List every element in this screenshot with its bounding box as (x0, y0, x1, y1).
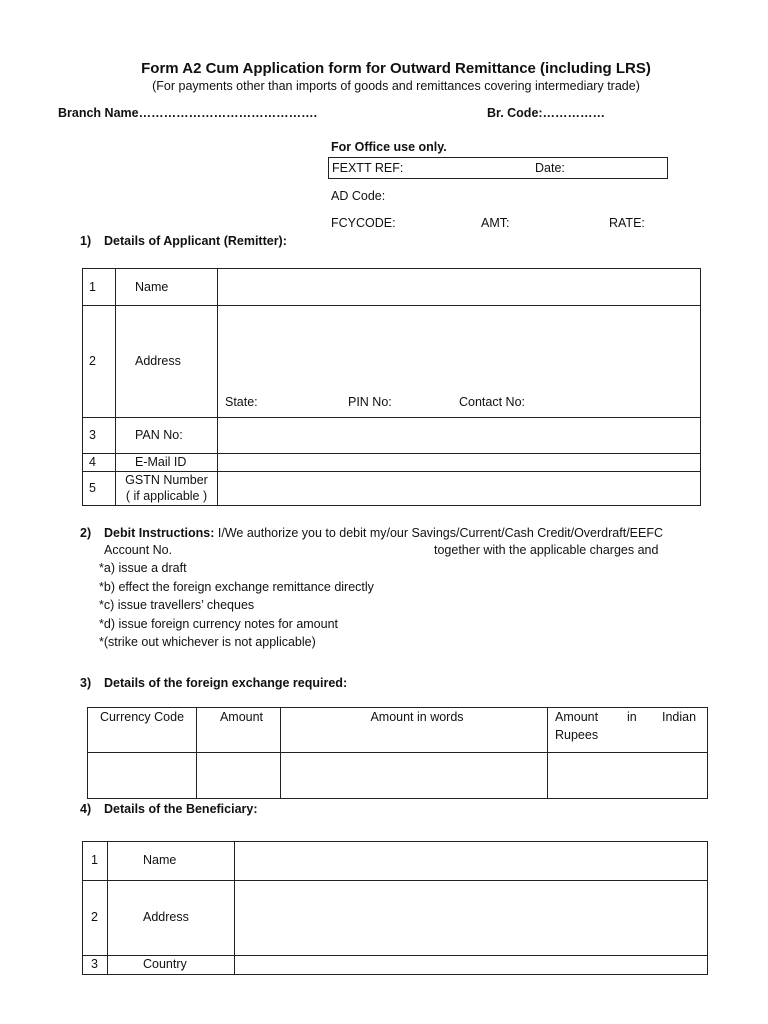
applicant-row3-no-cell (82, 417, 116, 454)
beneficiary-name-input[interactable] (234, 841, 708, 881)
office-use-heading: For Office use only. (331, 140, 447, 154)
fcycode-label: FCYCODE: (331, 216, 396, 230)
option-a[interactable]: *a) issue a draft (99, 561, 187, 575)
section1-number: 1) (80, 234, 92, 248)
section2-number: 2) (80, 526, 92, 540)
section2-title: Debit Instructions: (104, 526, 215, 540)
ad-code-label: AD Code: (331, 189, 386, 203)
applicant-row5-no: 5 (89, 481, 96, 495)
inr-amount-input[interactable] (547, 752, 708, 799)
applicant-row1-no-cell (82, 268, 116, 306)
option-c[interactable]: *c) issue travellers’ cheques (99, 598, 255, 612)
beneficiary-row3-no: 3 (91, 957, 98, 971)
beneficiary-row3-label: Country (143, 957, 187, 971)
section1-heading (80, 234, 287, 248)
applicant-row1-label: Name (135, 280, 169, 294)
applicant-row4-no: 4 (89, 455, 96, 469)
applicant-row2-no: 2 (89, 354, 96, 368)
form-title: Form A2 Cum Application form for Outward Remittance (including LRS) (141, 60, 651, 77)
beneficiary-row2-no: 2 (91, 910, 98, 924)
branch-code-field[interactable]: Br. Code:…………… (487, 106, 606, 120)
section2-text1: I/We authorize you to debit my/our Savings/Current/Cash Credit/Overdraft/EEFC (217, 526, 663, 540)
applicant-row2-no-cell (82, 305, 116, 418)
office-date-label: Date: (535, 161, 565, 175)
contact-label: Contact No: (459, 395, 526, 409)
applicant-pan-input[interactable] (217, 417, 701, 454)
applicant-row4-no-cell (82, 453, 116, 472)
amount-words-header: Amount in words (370, 710, 464, 724)
strike-note: *(strike out whichever is not applicable) (99, 635, 316, 649)
section3-heading (80, 676, 347, 690)
currency-code-header: Currency Code (99, 710, 185, 724)
inr-header-indian: Indian (662, 710, 697, 724)
section4-number: 4) (80, 802, 92, 816)
option-d[interactable]: *d) issue foreign currency notes for amount (99, 617, 339, 631)
section3-title: Details of the foreign exchange required: (104, 676, 348, 690)
branch-name-field[interactable]: Branch Name……………………………………. (58, 106, 318, 120)
option-b[interactable]: *b) effect the foreign exchange remittance directly (99, 580, 374, 594)
fextt-ref-label: FEXTT REF: (332, 161, 404, 175)
section4-title: Details of the Beneficiary: (104, 802, 258, 816)
state-label: State: (225, 395, 258, 409)
beneficiary-row1-no: 1 (91, 853, 98, 867)
amount-words-input[interactable] (280, 752, 548, 799)
applicant-name-input[interactable] (217, 268, 701, 306)
amt-label: AMT: (481, 216, 510, 230)
inr-header-in: in (627, 710, 637, 724)
beneficiary-country-input[interactable] (234, 955, 708, 975)
account-no-label: Account No. (104, 543, 173, 557)
applicant-row5-label2: ( if applicable ) (125, 489, 208, 503)
applicant-row1-no: 1 (89, 280, 96, 294)
applicant-row4-label: E-Mail ID (135, 455, 187, 469)
applicant-row3-label: PAN No: (135, 428, 183, 442)
section1-title: Details of Applicant (Remitter): (104, 234, 287, 248)
applicant-email-input[interactable] (217, 453, 701, 472)
section3-number: 3) (80, 676, 92, 690)
applicant-row5-label: GSTN Number (125, 473, 208, 487)
form-subtitle: (For payments other than imports of goods and remittances covering intermediary trade) (152, 79, 640, 93)
applicant-row5-no-cell (82, 471, 116, 506)
beneficiary-address-input[interactable] (234, 880, 708, 956)
applicant-row3-no: 3 (89, 428, 96, 442)
amount-input[interactable] (196, 752, 281, 799)
currency-code-input[interactable] (87, 752, 197, 799)
amount-header: Amount (219, 710, 264, 724)
applicant-row2-label: Address (135, 354, 181, 368)
applicant-gstn-input[interactable] (217, 471, 701, 506)
beneficiary-row2-label: Address (143, 910, 189, 924)
rate-label: RATE: (609, 216, 645, 230)
beneficiary-row1-label: Name (143, 853, 177, 867)
section4-heading (80, 802, 258, 816)
section2-line1 (80, 526, 663, 540)
inr-header-rupees: Rupees (555, 728, 599, 742)
pin-label: PIN No: (348, 395, 392, 409)
inr-header-amount: Amount (555, 710, 599, 724)
section2-text2: together with the applicable charges and (434, 543, 659, 557)
